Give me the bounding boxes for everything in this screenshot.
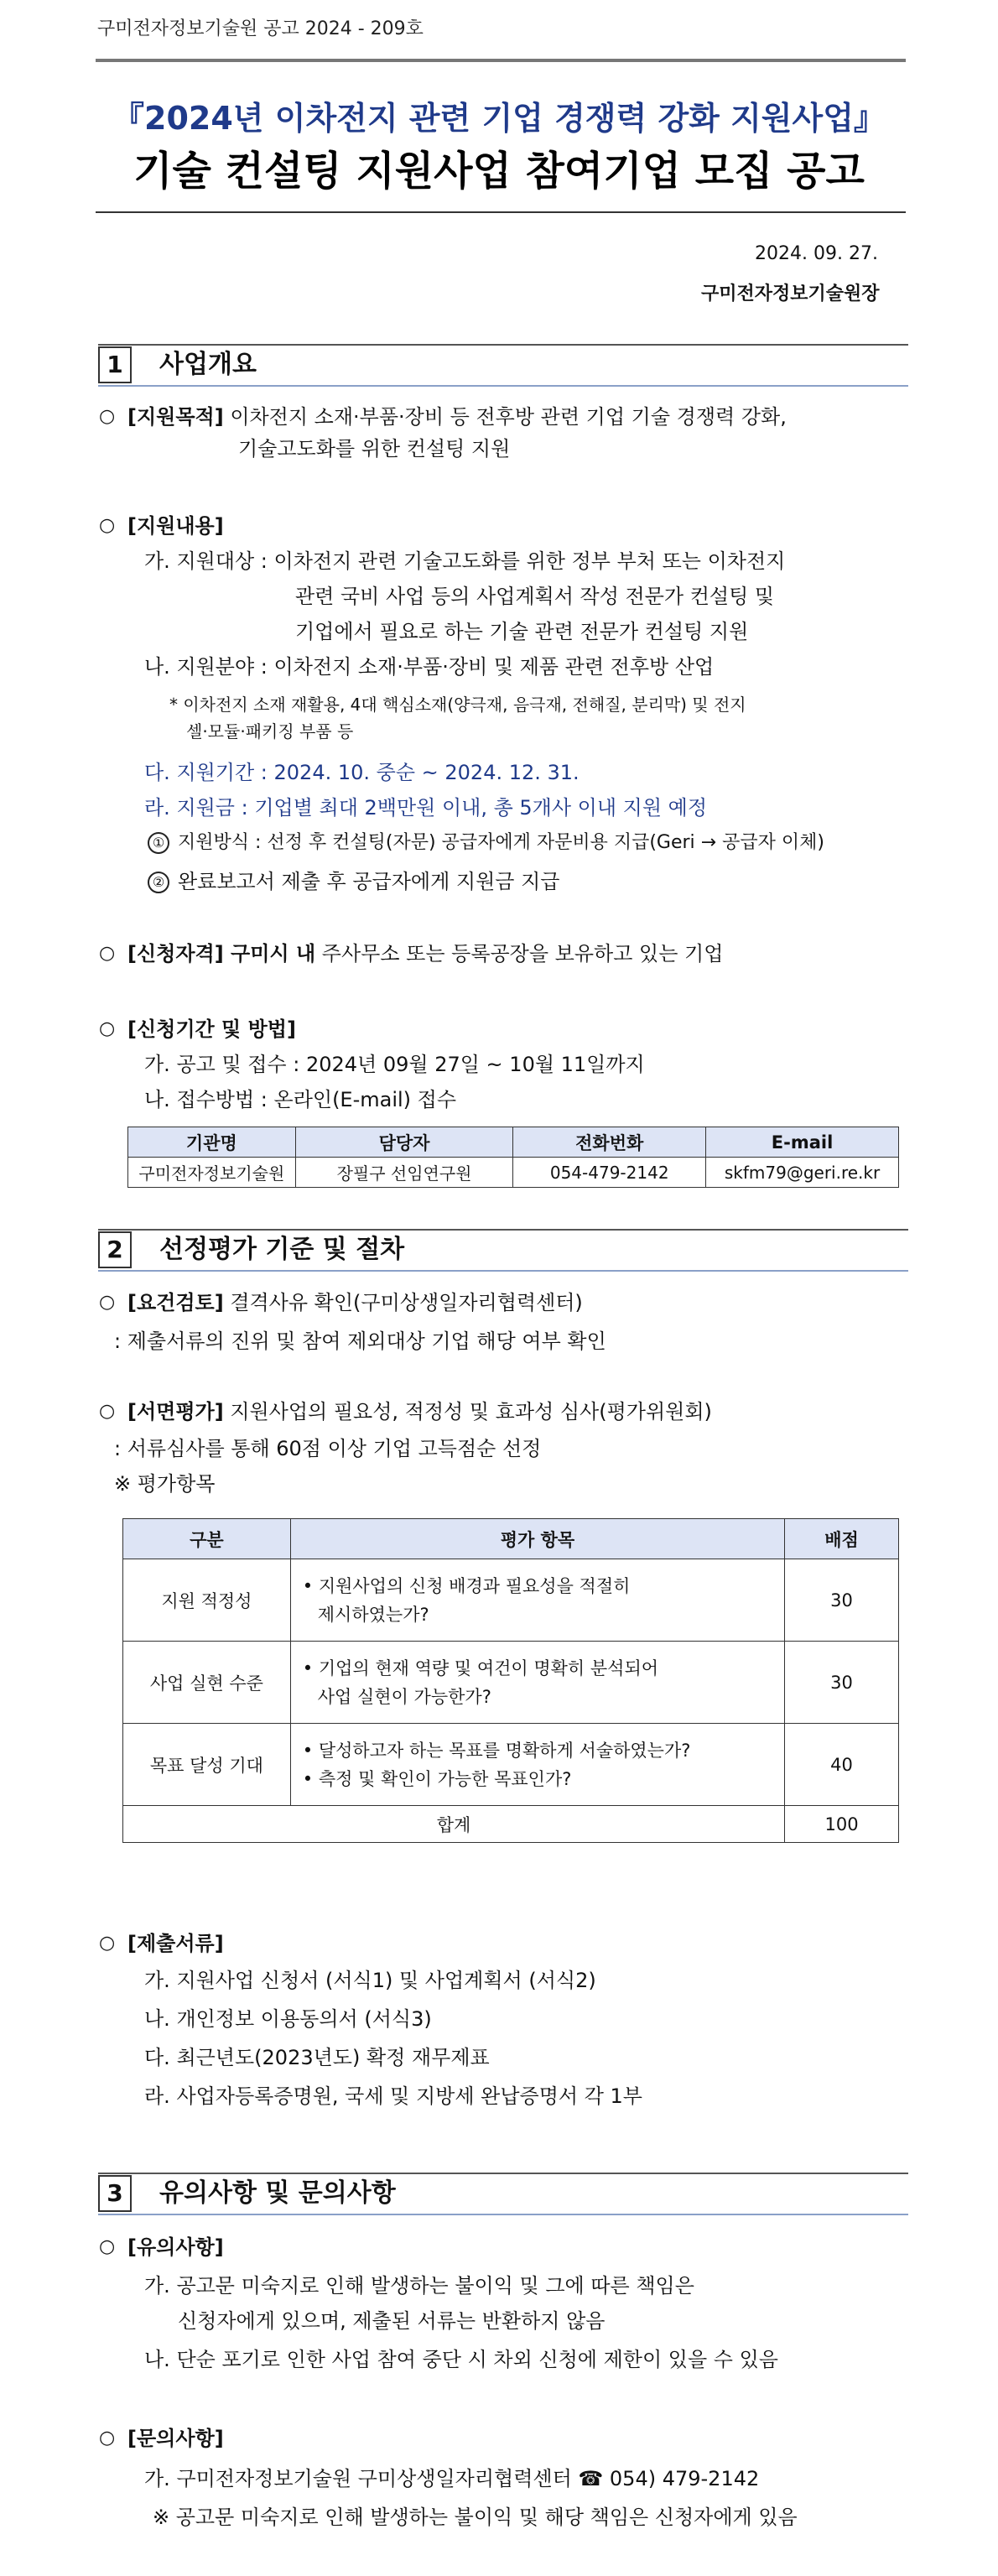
circled-two-icon: ② [148, 872, 169, 893]
submit-item: 다. 최근년도(2023년도) 확정 재무제표 [144, 2046, 490, 2069]
eval-header: 배점 [785, 1519, 899, 1559]
section3-bottom-line [98, 2214, 908, 2215]
contact-header: 기관명 [128, 1127, 296, 1158]
eval-header: 구분 [123, 1519, 291, 1559]
title-divider [96, 211, 906, 213]
bullet: ○ [99, 1292, 116, 1313]
eval-score: 30 [785, 1642, 899, 1724]
section1-number: 1 [98, 346, 132, 383]
submit-item: 라. 사업자등록증명원, 국세 및 지방세 완납증명서 각 1부 [144, 2084, 642, 2108]
eval-note: ※ 평가항목 [114, 1472, 216, 1496]
header-divider [96, 59, 906, 62]
eval-total-row [123, 1806, 899, 1843]
document-eval-label: [서면평가] [127, 1400, 224, 1423]
section2-title: 선정평가 기준 및 절차 [159, 1235, 405, 1264]
bullet: ○ [99, 1933, 116, 1954]
requirement-sub: : 제출서류의 진위 및 참여 제외대상 기업 해당 여부 확인 [114, 1330, 606, 1353]
target-line2: 관련 국비 사업 등의 사업계획서 작성 전문가 컨설팅 및 [295, 585, 775, 608]
section3-number: 3 [98, 2175, 132, 2212]
qualification-text: [신청자격] 구미시 내 주사무소 또는 등록공장을 보유하고 있는 기업 [127, 942, 724, 965]
section2-top-line [98, 1229, 908, 1231]
contact-email[interactable]: skfm79@geri.re.kr [706, 1158, 899, 1188]
notice-line2: 신청자에게 있으며, 제출된 서류는 반환하지 않음 [178, 2309, 606, 2333]
purpose-text: [지원목적] 이차전지 소재·부품·장비 등 전후방 관련 기업 기술 경쟁력 강화, [127, 405, 787, 429]
target-line3: 기업에서 필요로 하는 기술 관련 전문가 컨설팅 지원 [295, 620, 749, 643]
issuer: 구미전자정보기술원장 [701, 284, 880, 304]
eval-header: 평가 항목 [290, 1519, 784, 1559]
field-note2: 셀·모듈·패키징 부품 등 [186, 721, 354, 742]
target-line1: 가. 지원대상 : 이차전지 관련 기술고도화를 위한 정부 부처 또는 이차전지 [144, 549, 786, 573]
bullet: ○ [99, 943, 116, 964]
submit-label: [제출서류] [127, 1932, 224, 1955]
notice-label: [유의사항] [127, 2235, 224, 2259]
eval-header-row [123, 1519, 899, 1559]
bullet: ○ [99, 1401, 116, 1422]
contact-org: 구미전자정보기술원 [128, 1158, 296, 1188]
amount-line: 라. 지원금 : 기업별 최대 2백만원 이내, 총 5개사 이내 지원 예정 [144, 796, 708, 820]
eval-row [123, 1559, 899, 1642]
section3-top-line [98, 2173, 908, 2174]
circled-one-icon: ① [148, 832, 169, 854]
eval-items: • 기업의 현재 역량 및 여건이 명확히 분석되어 사업 실현이 가능한가? [290, 1642, 784, 1724]
section2-number: 2 [98, 1231, 132, 1268]
field-line: 나. 지원분야 : 이차전지 소재·부품·장비 및 제품 관련 전후방 산업 [144, 655, 715, 679]
period-line: 다. 지원기간 : 2024. 10. 중순 ~ 2024. 12. 31. [144, 761, 580, 784]
section1-title: 사업개요 [159, 350, 257, 379]
document-eval-sub: : 서류심사를 통해 60점 이상 기업 고득점순 선정 [114, 1437, 542, 1460]
contact-phone: 054-479-2142 [513, 1158, 706, 1188]
bullet: ○ [99, 406, 116, 427]
eval-row [123, 1724, 899, 1806]
method2-line: ② 완료보고서 제출 후 공급자에게 지원금 지급 [148, 867, 559, 896]
apply-label: [신청기간 및 방법] [127, 1017, 296, 1041]
section3-title: 유의사항 및 문의사항 [159, 2178, 396, 2208]
eval-category: 사업 실현 수준 [123, 1642, 291, 1724]
purpose-line2: 기술고도화를 위한 컨설팅 지원 [238, 437, 511, 461]
inquiry-note: ※ 공고문 미숙지로 인해 발생하는 불이익 및 해당 책임은 신청자에게 있음 [153, 2506, 798, 2529]
contact-header-row [128, 1127, 899, 1158]
content-label: [지원내용] [127, 514, 224, 538]
apply-line1: 가. 공고 및 접수 : 2024년 09월 27일 ~ 10월 11일까지 [144, 1053, 645, 1076]
bullet: ○ [99, 515, 116, 536]
qualification-label: [신청자격] [127, 942, 224, 965]
field-note1: * 이차전지 소재 재활용, 4대 핵심소재(양극재, 음극재, 전해질, 분리막) 및 전지 [169, 695, 746, 715]
eval-total-score: 100 [785, 1806, 899, 1843]
section1-top-line [98, 344, 908, 346]
method1-line: ① 지원방식 : 선정 후 컨설팅(자문) 공급자에게 자문비용 지급(Geri → 공급자 이체) [148, 830, 824, 856]
inquiry-label: [문의사항] [127, 2427, 224, 2450]
eval-total-label: 합계 [123, 1806, 785, 1843]
doc-number: 구미전자정보기술원 공고 2024 - 209호 [97, 18, 424, 39]
submit-item: 가. 지원사업 신청서 (서식1) 및 사업계획서 (서식2) [144, 1969, 596, 1992]
apply-line2: 나. 접수방법 : 온라인(E-mail) 접수 [144, 1088, 457, 1111]
purpose-label: [지원목적] [127, 405, 224, 429]
notice-line1: 가. 공고문 미숙지로 인해 발생하는 불이익 및 그에 따른 책임은 [144, 2274, 694, 2298]
contact-table [127, 1127, 899, 1188]
eval-items: • 달성하고자 하는 목표를 명확하게 서술하였는가? • 측정 및 확인이 가능한 목표인가? [290, 1724, 784, 1806]
bullet: ○ [99, 1018, 116, 1039]
inquiry-line: 가. 구미전자정보기술원 구미상생일자리협력센터 ☎ 054) 479-2142 [144, 2467, 760, 2490]
evaluation-table [122, 1518, 899, 1843]
contact-header: E-mail [706, 1127, 899, 1158]
date: 2024. 09. 27. [755, 243, 878, 264]
title-line2: 기술 컨설팅 지원사업 참여기업 모집 공고 [133, 148, 865, 195]
bullet: ○ [99, 2428, 116, 2449]
notice-line3: 나. 단순 포기로 인한 사업 참여 중단 시 차외 신청에 제한이 있을 수 있음 [144, 2348, 778, 2371]
submit-item: 나. 개인정보 이용동의서 (서식3) [144, 2007, 432, 2031]
requirement-label: [요건검토] [127, 1291, 224, 1314]
contact-header: 담당자 [295, 1127, 513, 1158]
document-eval-text: [서면평가] 지원사업의 필요성, 적정성 및 효과성 심사(평가위원회) [127, 1400, 712, 1423]
contact-row [128, 1158, 899, 1188]
eval-row [123, 1642, 899, 1724]
eval-category: 목표 달성 기대 [123, 1724, 291, 1806]
section1-bottom-line [98, 385, 908, 387]
requirement-text: [요건검토] 결격사유 확인(구미상생일자리협력센터) [127, 1291, 583, 1314]
eval-category: 지원 적정성 [123, 1559, 291, 1642]
eval-score: 30 [785, 1559, 899, 1642]
contact-header: 전화번화 [513, 1127, 706, 1158]
eval-items: • 지원사업의 신청 배경과 필요성을 적절히 제시하였는가? [290, 1559, 784, 1642]
contact-person: 장필구 선임연구원 [295, 1158, 513, 1188]
section2-bottom-line [98, 1270, 908, 1272]
eval-score: 40 [785, 1724, 899, 1806]
title-line1: 『2024년 이차전지 관련 기업 경쟁력 강화 지원사업』 [112, 100, 886, 137]
bullet: ○ [99, 2236, 116, 2257]
